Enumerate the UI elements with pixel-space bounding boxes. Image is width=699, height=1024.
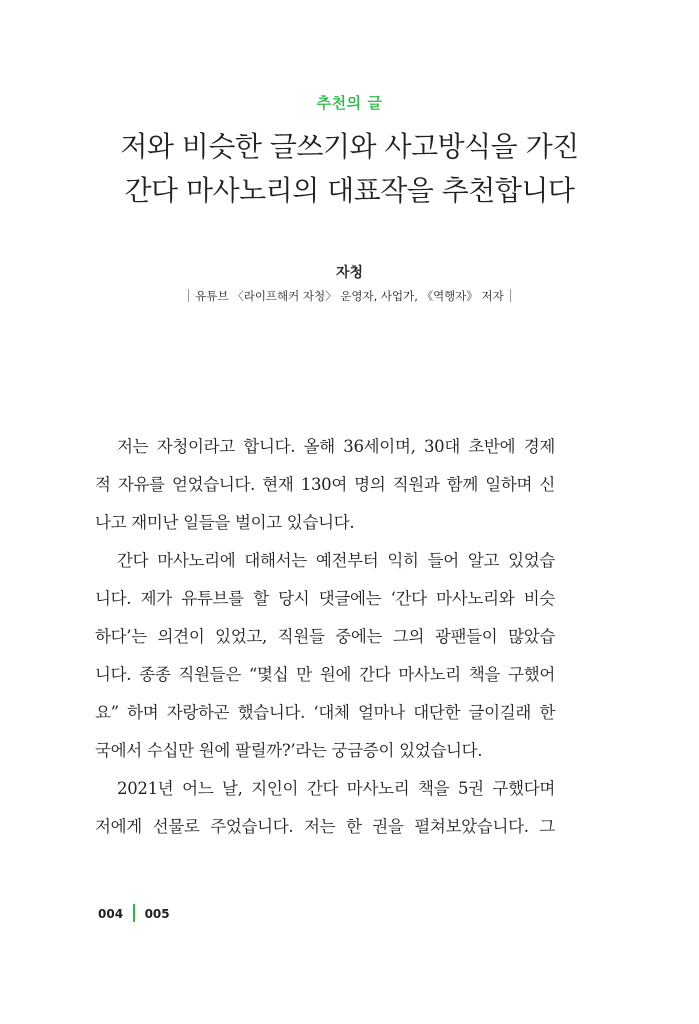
body-line: 니다. 종종 직원들은 “몇십 만 원에 간다 마사노리 책을 구했어 (95, 665, 555, 684)
body-line: 적 자유를 얻었습니다. 현재 130여 명의 직원과 함께 일하며 신 (95, 475, 555, 494)
body-text (95, 428, 555, 846)
section-label: 추천의 글 (316, 94, 383, 112)
body-line: 니다. 제가 유튜브를 할 당시 댓글에는 ‘간다 마사노리와 비슷 (95, 589, 555, 608)
right-divider (510, 289, 511, 302)
body-line: 국에서 수십만 원에 팔릴까?’라는 궁금증이 있었습니다. (95, 741, 483, 760)
author-name: 자청 (335, 265, 364, 281)
page-title (0, 125, 699, 213)
body-line: 요” 하며 자랑하곤 했습니다. ‘대체 얼마나 대단한 글이길래 한 (95, 703, 555, 722)
body-line: 간다 마사노리에 대해서는 예전부터 익히 들어 알고 있었습 (117, 551, 555, 570)
page-numbers (98, 904, 170, 922)
body-line: 저는 자청이라고 합니다. 올해 36세이며, 30대 초반에 경제 (117, 437, 555, 456)
page-number-left: 004 (98, 907, 124, 921)
left-divider (188, 289, 189, 302)
body-line: 나고 재미난 일들을 벌이고 있습니다. (95, 513, 355, 532)
author-description (0, 288, 699, 304)
body-line: 저에게 선물로 주었습니다. 저는 한 권을 펼쳐보았습니다. 그 (95, 817, 555, 836)
author-description-text: 유튜브 〈라이프해커 자청〉 운영자, 사업가, 《역행자》 저자 (195, 289, 504, 303)
body-line: 2021년 어느 날, 지인이 간다 마사노리 책을 5권 구했다며 (117, 779, 555, 798)
page-number-right: 005 (144, 907, 170, 921)
page-number-divider (133, 904, 135, 922)
title-line-2: 간다 마사노리의 대표작을 추천합니다 (124, 174, 575, 207)
title-line-1: 저와 비슷한 글쓰기와 사고방식을 가진 (120, 130, 579, 163)
body-line: 하다’는 의견이 있었고, 직원들 중에는 그의 광팬들이 많았습 (95, 627, 555, 646)
